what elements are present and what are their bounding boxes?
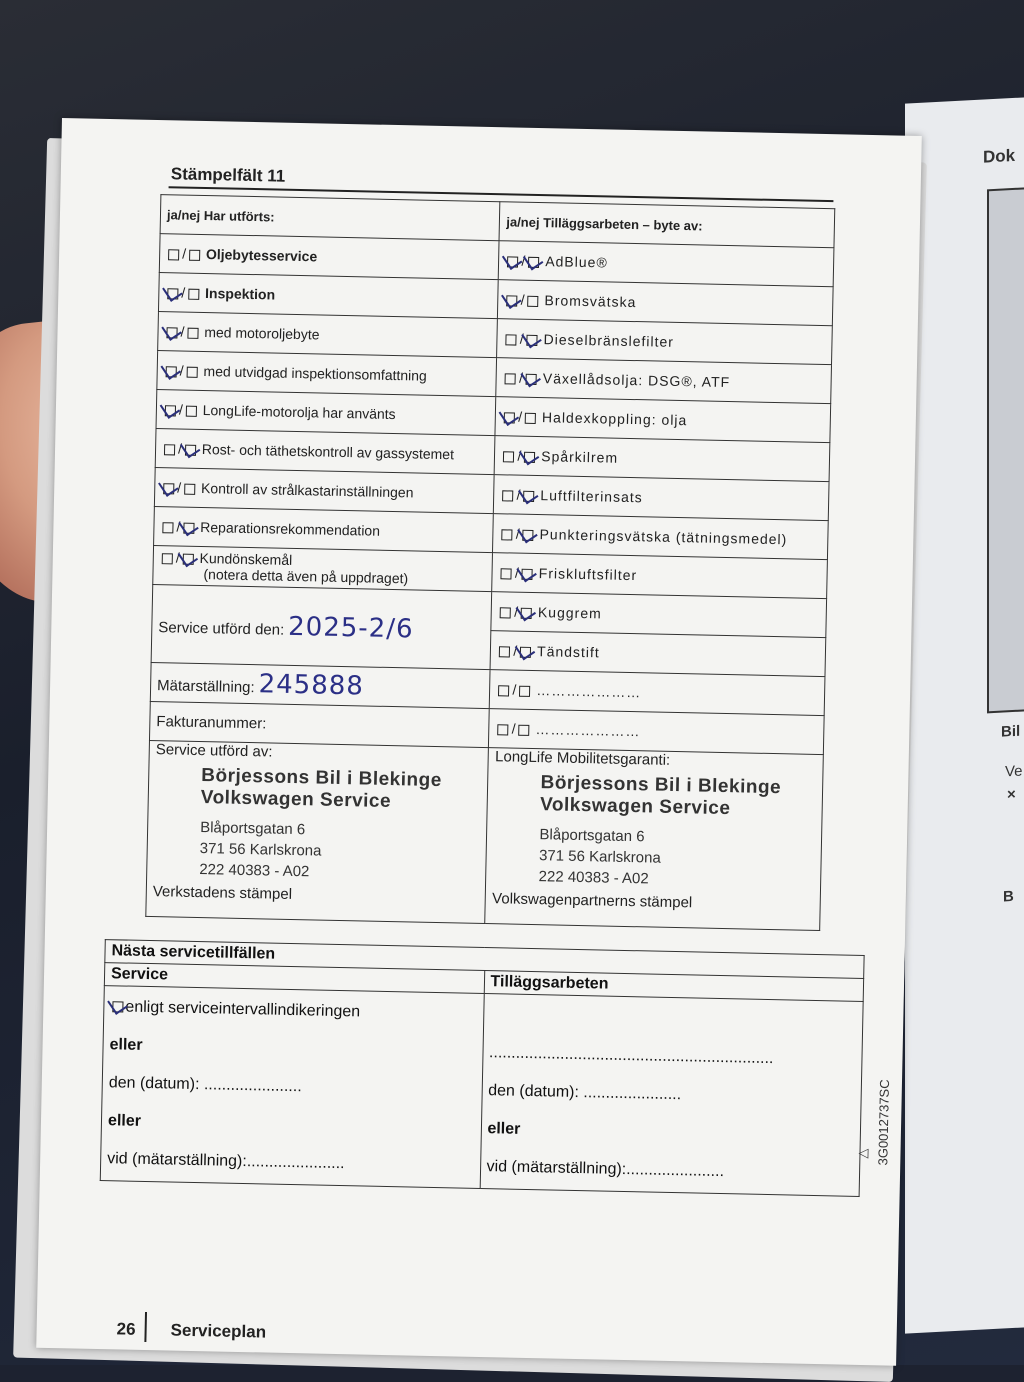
left-no-checkbox-2[interactable] xyxy=(187,327,198,338)
slash-separator: / xyxy=(520,291,525,308)
left-no-checkbox-1[interactable] xyxy=(188,288,199,299)
right-item-label: Växellådsolja: DSG®, ATF xyxy=(542,370,731,391)
left-item-label: med motoroljebyte xyxy=(204,324,320,343)
right-item-label: Haldexkoppling: olja xyxy=(541,409,688,429)
stamp-street: Blåportsgatan 6 xyxy=(199,819,306,839)
slash-separator: / xyxy=(519,330,524,347)
right-checkbox-pair xyxy=(501,447,537,464)
right-page-text-3: × xyxy=(1007,785,1016,804)
right-page-title: Dok xyxy=(983,145,1016,167)
right-item-label: ………………… xyxy=(536,682,642,701)
stamp-name-2: Volkswagen Service xyxy=(539,794,731,820)
right-no-checkbox-11[interactable] xyxy=(519,686,530,697)
left-no-checkbox-5[interactable] xyxy=(185,444,196,455)
per-indicator-checkbox[interactable] xyxy=(112,1002,123,1013)
left-item-label: LongLife-motorolja har använts xyxy=(202,402,396,423)
right-yes-checkbox-8[interactable] xyxy=(501,568,512,579)
right-item-label: Luftfilterinsats xyxy=(540,487,643,506)
left-yes-checkbox-0[interactable] xyxy=(168,249,179,260)
left-checkbox-pair xyxy=(164,323,200,340)
left-item-label: Oljebytesservice xyxy=(205,246,318,265)
next-service-right-cell xyxy=(480,994,864,1197)
left-header-label: ja/nej Har utförts: xyxy=(166,206,275,224)
right-yes-checkbox-7[interactable] xyxy=(502,529,513,540)
stamp-city: 371 56 Karlskrona xyxy=(538,847,661,867)
odometer-label: Mätarställning: xyxy=(156,677,255,697)
left-item-label: Kundönskemål xyxy=(199,549,293,568)
left-no-checkbox-8[interactable] xyxy=(183,553,194,564)
odometer-value: 245888 xyxy=(258,669,365,702)
partner-stamp-label: Volkswagenpartnerns stämpel xyxy=(491,890,693,912)
left-checkbox-pair xyxy=(162,440,198,457)
left-item-label: med utvidgad inspektionsomfattning xyxy=(203,363,427,384)
additional-odometer-row xyxy=(486,1148,853,1194)
footer-section: Serviceplan xyxy=(170,1320,267,1342)
right-no-checkbox-5[interactable] xyxy=(524,452,535,463)
slash-separator: / xyxy=(515,525,520,542)
left-item-label: Reparationsrekommendation xyxy=(200,518,381,539)
workshop-stamp-label: Verkstadens stämpel xyxy=(152,883,293,903)
right-item-label: Dieselbränslefilter xyxy=(543,331,675,350)
left-yes-checkbox-3[interactable] xyxy=(166,366,177,377)
guarantee-label: LongLife Mobilitetsgaranti: xyxy=(494,748,671,769)
left-item-label: Inspektion xyxy=(204,285,276,303)
left-yes-checkbox-6[interactable] xyxy=(163,483,174,494)
slash-separator: / xyxy=(511,720,516,737)
next-service-left-cell xyxy=(100,986,484,1189)
stamp-name-1: Börjessons Bil i Blekinge xyxy=(201,765,443,792)
additional-odometer-dots[interactable]: ...................... xyxy=(626,1161,725,1181)
right-no-checkbox-7[interactable] xyxy=(523,530,534,541)
date-dots[interactable]: ...................... xyxy=(203,1076,302,1096)
right-checkbox-pair xyxy=(497,642,533,659)
left-checkbox-pair xyxy=(165,284,201,301)
additional-odometer-label: vid (mätarställning): xyxy=(486,1158,627,1179)
service-date-label: Service utförd den: xyxy=(158,618,285,639)
next-odometer-dots[interactable]: ...................... xyxy=(246,1153,345,1173)
left-checkbox-pair xyxy=(160,518,196,535)
left-yes-checkbox-8[interactable] xyxy=(162,553,173,564)
service-date-cell xyxy=(151,585,492,670)
left-yes-checkbox-2[interactable] xyxy=(166,327,177,338)
right-no-checkbox-12[interactable] xyxy=(518,724,529,735)
slash-separator: / xyxy=(177,479,182,496)
additional-date-dots[interactable]: ...................... xyxy=(583,1084,682,1104)
page-number: 26 xyxy=(116,1319,136,1339)
right-checkbox-pair xyxy=(499,564,535,581)
right-item-label: Friskluftsfilter xyxy=(538,565,638,584)
right-yes-checkbox-2[interactable] xyxy=(506,334,517,345)
slash-separator: / xyxy=(514,564,520,581)
right-yes-checkbox-12[interactable] xyxy=(498,724,509,735)
next-odometer-label: vid (mätarställning): xyxy=(107,1150,247,1171)
slash-separator: / xyxy=(512,681,517,698)
slash-separator: / xyxy=(179,362,184,379)
right-checkbox-pair xyxy=(496,720,532,737)
or-label-1: eller xyxy=(109,1036,143,1054)
slash-separator: / xyxy=(177,440,183,457)
right-yes-checkbox-1[interactable] xyxy=(507,295,518,306)
left-yes-checkbox-5[interactable] xyxy=(164,444,175,455)
right-no-checkbox-8[interactable] xyxy=(522,569,533,580)
right-item-label: Spårkilrem xyxy=(541,448,619,466)
right-yes-checkbox-9[interactable] xyxy=(500,607,511,618)
right-no-checkbox-3[interactable] xyxy=(526,374,537,385)
per-indicator-row xyxy=(110,988,477,1034)
service-page xyxy=(36,118,922,1366)
dealer-stamp xyxy=(199,765,482,886)
date-label: den (datum): xyxy=(108,1074,200,1094)
right-item-label: Tändstift xyxy=(536,643,600,661)
right-page-text-1: Bil xyxy=(1001,722,1021,741)
left-checkbox-pair xyxy=(163,401,199,418)
slash-separator: / xyxy=(521,252,526,269)
left-checkbox-pair xyxy=(161,479,197,496)
right-item-label: Punkteringsvätska (tätningsmedel) xyxy=(539,526,788,548)
slash-separator: / xyxy=(518,369,524,386)
additional-or-label: eller xyxy=(487,1120,521,1138)
left-yes-checkbox-1[interactable] xyxy=(167,288,178,299)
right-yes-checkbox-0[interactable] xyxy=(507,256,518,267)
stamp-name-1: Börjessons Bil i Blekinge xyxy=(540,772,782,799)
right-yes-checkbox-10[interactable] xyxy=(499,646,510,657)
or-label-2: eller xyxy=(107,1112,142,1130)
right-no-checkbox-0[interactable] xyxy=(528,257,539,268)
right-yes-checkbox-11[interactable] xyxy=(498,685,509,696)
stamp-phone: 222 40383 - A02 xyxy=(199,861,310,881)
additional-date-row xyxy=(488,1072,855,1118)
invoice-label: Fakturanummer: xyxy=(156,712,267,732)
right-no-checkbox-9[interactable] xyxy=(521,608,532,619)
right-header-label: ja/nej Tilläggsarbeten – byte av: xyxy=(506,213,703,233)
slash-separator: / xyxy=(517,447,522,464)
performed-by-label: Service utförd av: xyxy=(155,741,273,761)
stamp-phone: 222 40383 - A02 xyxy=(538,868,649,888)
left-no-checkbox-7[interactable] xyxy=(183,522,194,533)
right-checkbox-pair xyxy=(502,408,538,425)
right-no-checkbox-2[interactable] xyxy=(527,335,538,346)
triangle-marker-icon: ◁ xyxy=(858,1144,869,1161)
right-item-label: AdBlue® xyxy=(545,253,608,271)
right-yes-checkbox-4[interactable] xyxy=(504,412,515,423)
left-item-sublabel: (notera detta även på uppdraget) xyxy=(203,566,409,587)
slash-separator: / xyxy=(178,401,183,418)
dealer-stamp xyxy=(538,772,816,893)
right-no-checkbox-4[interactable] xyxy=(525,413,536,424)
right-no-checkbox-1[interactable] xyxy=(527,296,538,307)
right-checkbox-pair xyxy=(504,330,540,347)
slash-separator: / xyxy=(181,284,186,301)
right-page-text-4: B xyxy=(1003,887,1014,906)
additional-dots[interactable]: ................................................................ xyxy=(488,1044,774,1068)
right-yes-checkbox-3[interactable] xyxy=(505,373,516,384)
odometer-row xyxy=(107,1140,474,1186)
right-yes-checkbox-6[interactable] xyxy=(502,490,513,501)
right-yes-checkbox-5[interactable] xyxy=(503,451,514,462)
left-no-checkbox-3[interactable] xyxy=(186,366,197,377)
slash-separator: / xyxy=(513,642,518,659)
right-item-label: Bromsvätska xyxy=(544,292,637,311)
left-no-checkbox-4[interactable] xyxy=(186,405,197,416)
right-item-label: Kuggrem xyxy=(537,604,602,622)
stamp-name-2: Volkswagen Service xyxy=(200,787,392,813)
next-service-col-additional: Tilläggsarbeten xyxy=(484,971,864,1002)
right-checkbox-pair xyxy=(500,525,536,542)
left-checkbox-pair xyxy=(160,549,196,566)
right-checkbox-pair xyxy=(496,681,532,698)
right-checkbox-pair xyxy=(498,603,534,620)
next-service-col-service: Service xyxy=(104,963,484,994)
stamp-city: 371 56 Karlskrona xyxy=(199,840,322,860)
left-checkbox-pair xyxy=(166,245,202,262)
slash-separator: / xyxy=(176,518,181,535)
doc-code: 3G0012737SC xyxy=(875,1079,893,1166)
right-checkbox-pair xyxy=(500,486,536,503)
right-no-checkbox-10[interactable] xyxy=(520,647,531,658)
workshop-stamp-cell xyxy=(146,740,489,923)
left-no-checkbox-0[interactable] xyxy=(189,249,200,260)
right-page-image-box xyxy=(987,186,1024,713)
slash-separator: / xyxy=(175,549,180,566)
right-page-text-2: Ve xyxy=(1005,762,1023,781)
stamp-field-table xyxy=(145,194,835,931)
per-indicator-label: enligt serviceintervallindikeringen xyxy=(125,998,361,1021)
slash-separator: / xyxy=(516,486,521,503)
right-item-label: ………………… xyxy=(535,721,641,740)
additional-date-label: den (datum): xyxy=(488,1082,580,1102)
slash-separator: / xyxy=(518,408,523,425)
left-yes-checkbox-4[interactable] xyxy=(165,405,176,416)
next-service-table xyxy=(100,939,865,1197)
right-checkbox-pair xyxy=(503,369,539,386)
slash-separator: / xyxy=(182,245,187,262)
date-row xyxy=(108,1064,475,1110)
left-checkbox-pair xyxy=(164,362,200,379)
footer-divider xyxy=(144,1312,147,1342)
left-item-label: Kontroll av strålkastarinställningen xyxy=(200,479,414,501)
left-yes-checkbox-7[interactable] xyxy=(162,522,173,533)
right-checkbox-pair xyxy=(505,291,541,308)
slash-separator: / xyxy=(180,323,185,340)
stamp-field-title: Stämpelfält 11 xyxy=(170,164,286,186)
right-checkbox-pair xyxy=(505,252,541,269)
next-service-title: Nästa servicetillfällen xyxy=(105,940,864,979)
service-date-value: 2025-2/6 xyxy=(287,611,414,644)
right-no-checkbox-6[interactable] xyxy=(523,491,534,502)
partner-stamp-cell xyxy=(485,748,823,931)
left-item-label: Rost- och täthetskontroll av gassystemet xyxy=(201,441,455,463)
stamp-street: Blåportsgatan 6 xyxy=(539,826,645,846)
slash-separator: / xyxy=(514,603,519,620)
left-no-checkbox-6[interactable] xyxy=(184,483,195,494)
